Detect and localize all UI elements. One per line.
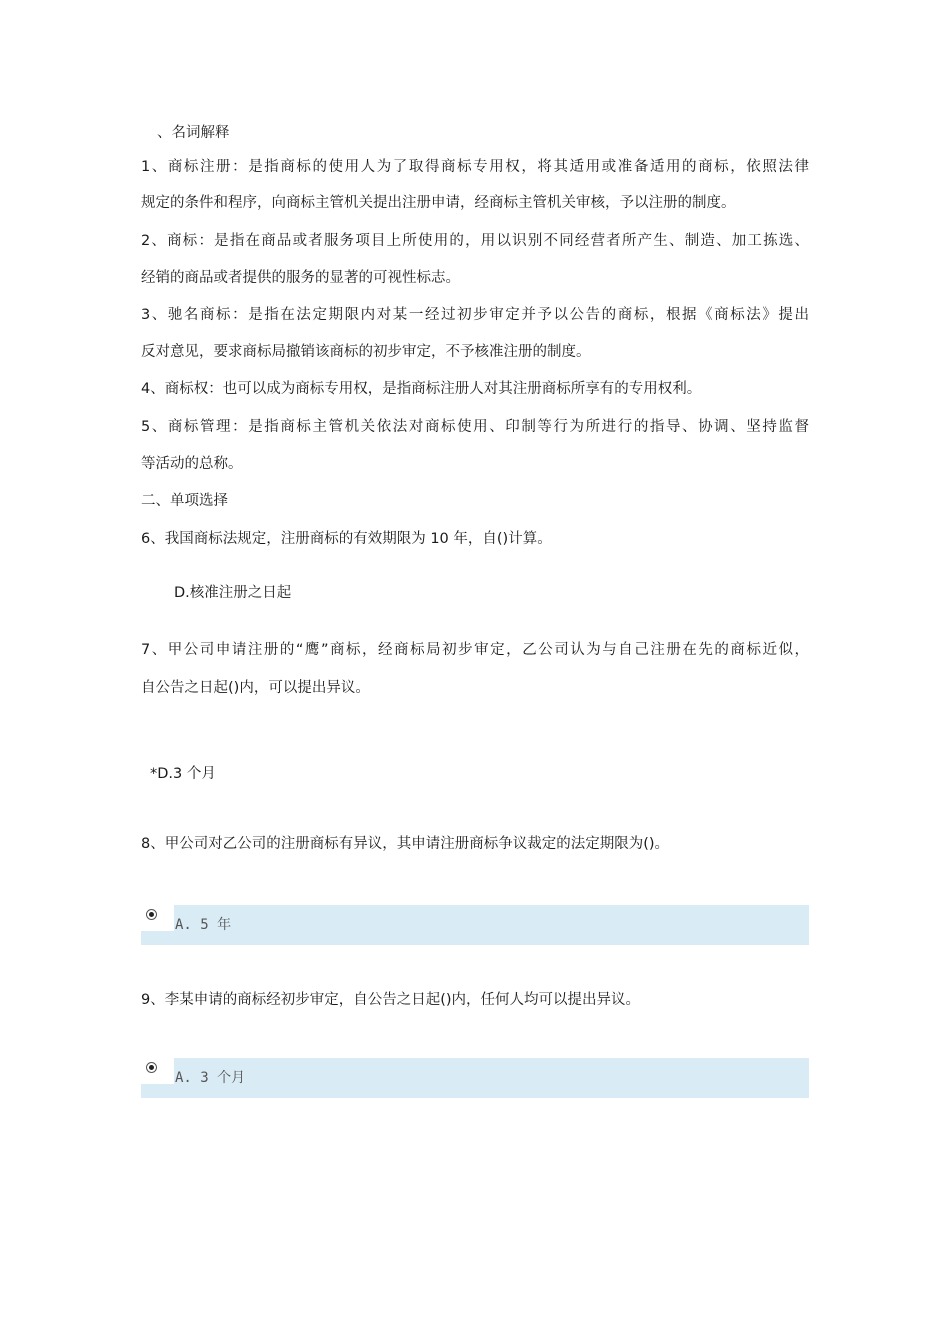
question-6: 6、我国商标法规定，注册商标的有效期限为 10 年，自()计算。 [141,531,552,547]
question-8-option-a[interactable] [141,905,809,945]
question-9-option-a[interactable] [141,1058,809,1098]
definition-5-line-2: 等活动的总称。 [141,456,243,472]
definition-2-line-2: 经销的商品或者提供的服务的显著的可视性标志。 [141,270,460,286]
question-8-option-a-label: A. 5 年 [175,917,232,933]
definition-2-line-1: 2、商标：是指在商品或者服务项目上所使用的，用以识别不同经营者所产生、制造、加工拣选、 [141,233,809,249]
radio-selected-icon[interactable] [146,909,157,920]
question-7-answer: *D.3 个月 [150,766,216,782]
question-7-line-1: 7、甲公司申请注册的“鹰”商标，经商标局初步审定，乙公司认为与自己注册在先的商标近似， [141,642,809,658]
definition-1-line-2: 规定的条件和程序，向商标主管机关提出注册申请，经商标主管机关审核，予以注册的制度。 [141,195,736,211]
radio-cell [141,1058,174,1084]
definition-4-line-1: 4、商标权：也可以成为商标专用权，是指商标注册人对其注册商标所享有的专用权利。 [141,381,702,397]
question-9-option-a-label: A. 3 个月 [175,1070,246,1086]
radio-cell [141,905,174,931]
section-title-single-choice: 二、单项选择 [141,493,228,509]
definition-5-line-1: 5、商标管理：是指商标主管机关依法对商标使用、印制等行为所进行的指导、协调、坚持监督 [141,419,809,435]
question-9: 9、李某申请的商标经初步审定，自公告之日起()内，任何人均可以提出异议。 [141,992,641,1008]
definition-3-line-2: 反对意见，要求商标局撤销该商标的初步审定，不予核准注册的制度。 [141,344,591,360]
definition-1-line-1: 1、商标注册：是指商标的使用人为了取得商标专用权，将其适用或准备适用的商标，依照法律 [141,159,809,175]
question-7-line-2: 自公告之日起()内，可以提出异议。 [141,680,370,696]
section-title-definitions: 、名词解释 [157,125,230,141]
definition-3-line-1: 3、驰名商标：是指在法定期限内对某一经过初步审定并予以公告的商标，根据《商标法》提出 [141,307,809,323]
question-6-answer: D.核准注册之日起 [174,585,292,601]
radio-selected-icon[interactable] [146,1062,157,1073]
question-8: 8、甲公司对乙公司的注册商标有异议，其申请注册商标争议裁定的法定期限为()。 [141,836,670,852]
